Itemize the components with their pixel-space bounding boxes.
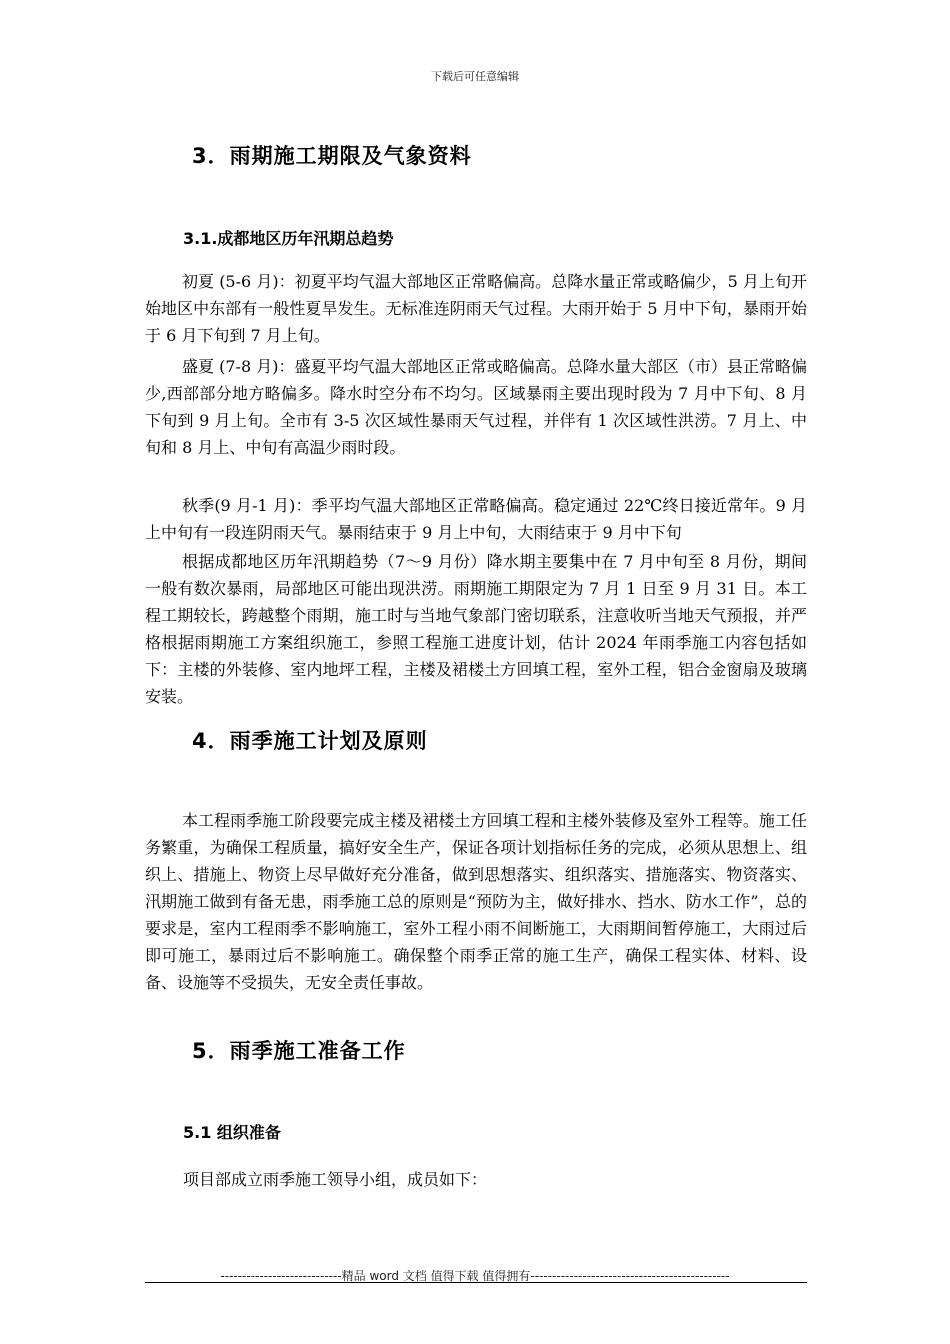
paragraph-rain-season-principles: 本工程雨季施工阶段要完成主楼及裙楼土方回填工程和主楼外装修及室外工程等。施工任务繁重，为确保工程质量，搞好安全生产，保证各项计划指标任务的完成，必须从思想上、组织上、措施上、物资上尽早做好充分准备，做到思想落实、组织落实、措施落实、物资落实、汛期施工做到有备无患，雨季施工总的原则是“预防为主，做好排水、挡水、防水工作”，总的要求是，室内工程雨季不影响施工，室外工程小雨不间断施工，大雨期间暂停施工，大雨过后即可施工，暴雨过后不影响施工。确保整个雨季正常的施工生产，确保工程实体、材料、设备、设施等不受损失，无安全责任事故。 [145, 811, 807, 992]
footer-divider [145, 1282, 807, 1283]
page-footer-text: ----------------------------精品 word 文档 值得下载 值得拥有---------------------------------------------- [220, 1269, 730, 1283]
page-header-note: 下载后可任意编辑 [431, 70, 519, 83]
paragraph-midsummer: 盛夏 (7-8 月)：盛夏平均气温大部地区正常或略偏高。总降水量大部区（市）县正常略偏少,西部部分地方略偏多。降水时空分布不均匀。区域暴雨主要出现时段为 7 月中下旬、8 月下旬到 9 月上旬。全市有 3-5 次区域性暴雨天气过程，并伴有 1 次区域性洪涝。7 月上、中旬和 8 月上、中旬有高温少雨时段。 [145, 357, 807, 457]
paragraph-leadership-group: 项目部成立雨季施工领导小组，成员如下： [183, 1170, 488, 1189]
section-5-1-heading: 5.1 组织准备 [183, 1123, 281, 1142]
section-5-title: 5．雨季施工准备工作 [192, 1039, 406, 1063]
paragraph-autumn: 秋季(9 月-1 月)：季平均气温大部地区正常略偏高。稳定通过 22℃终日接近常年。9 月上中旬有一段连阴雨天气。暴雨结束于 9 月上中旬，大雨结束于 9 月中下旬 [145, 496, 807, 542]
section-3-1-heading: 3.1.成都地区历年汛期总趋势 [183, 229, 394, 248]
section-4-title: 4．雨季施工计划及原则 [192, 729, 428, 753]
paragraph-rainy-period-summary: 根据成都地区历年汛期趋势（7～9 月份）降水期主要集中在 7 月中旬至 8 月份，期间一般有数次暴雨，局部地区可能出现洪涝。雨期施工期限定为 7 月 1 日至 9 月 31 日。本工程工期较长，跨越整个雨期，施工时与当地气象部门密切联系，注意收听当地天气预报，并严格根据雨期施工方案组织施工，参照工程施工进度计划，估计 2024 年雨季施工内容包括如下：主楼的外装修、室内地坪工程，主楼及裙楼土方回填工程，室外工程，铝合金窗扇及玻璃安装。 [145, 552, 807, 706]
paragraph-early-summer: 初夏 (5-6 月)：初夏平均气温大部地区正常略偏高。总降水量正常或略偏少，5 月上旬开始地区中东部有一般性夏旱发生。无标准连阴雨天气过程。大雨开始于 5 月中下旬，暴雨开始于 6 月下旬到 7 月上旬。 [145, 272, 807, 345]
section-3-title: 3．雨期施工期限及气象资料 [192, 144, 472, 168]
